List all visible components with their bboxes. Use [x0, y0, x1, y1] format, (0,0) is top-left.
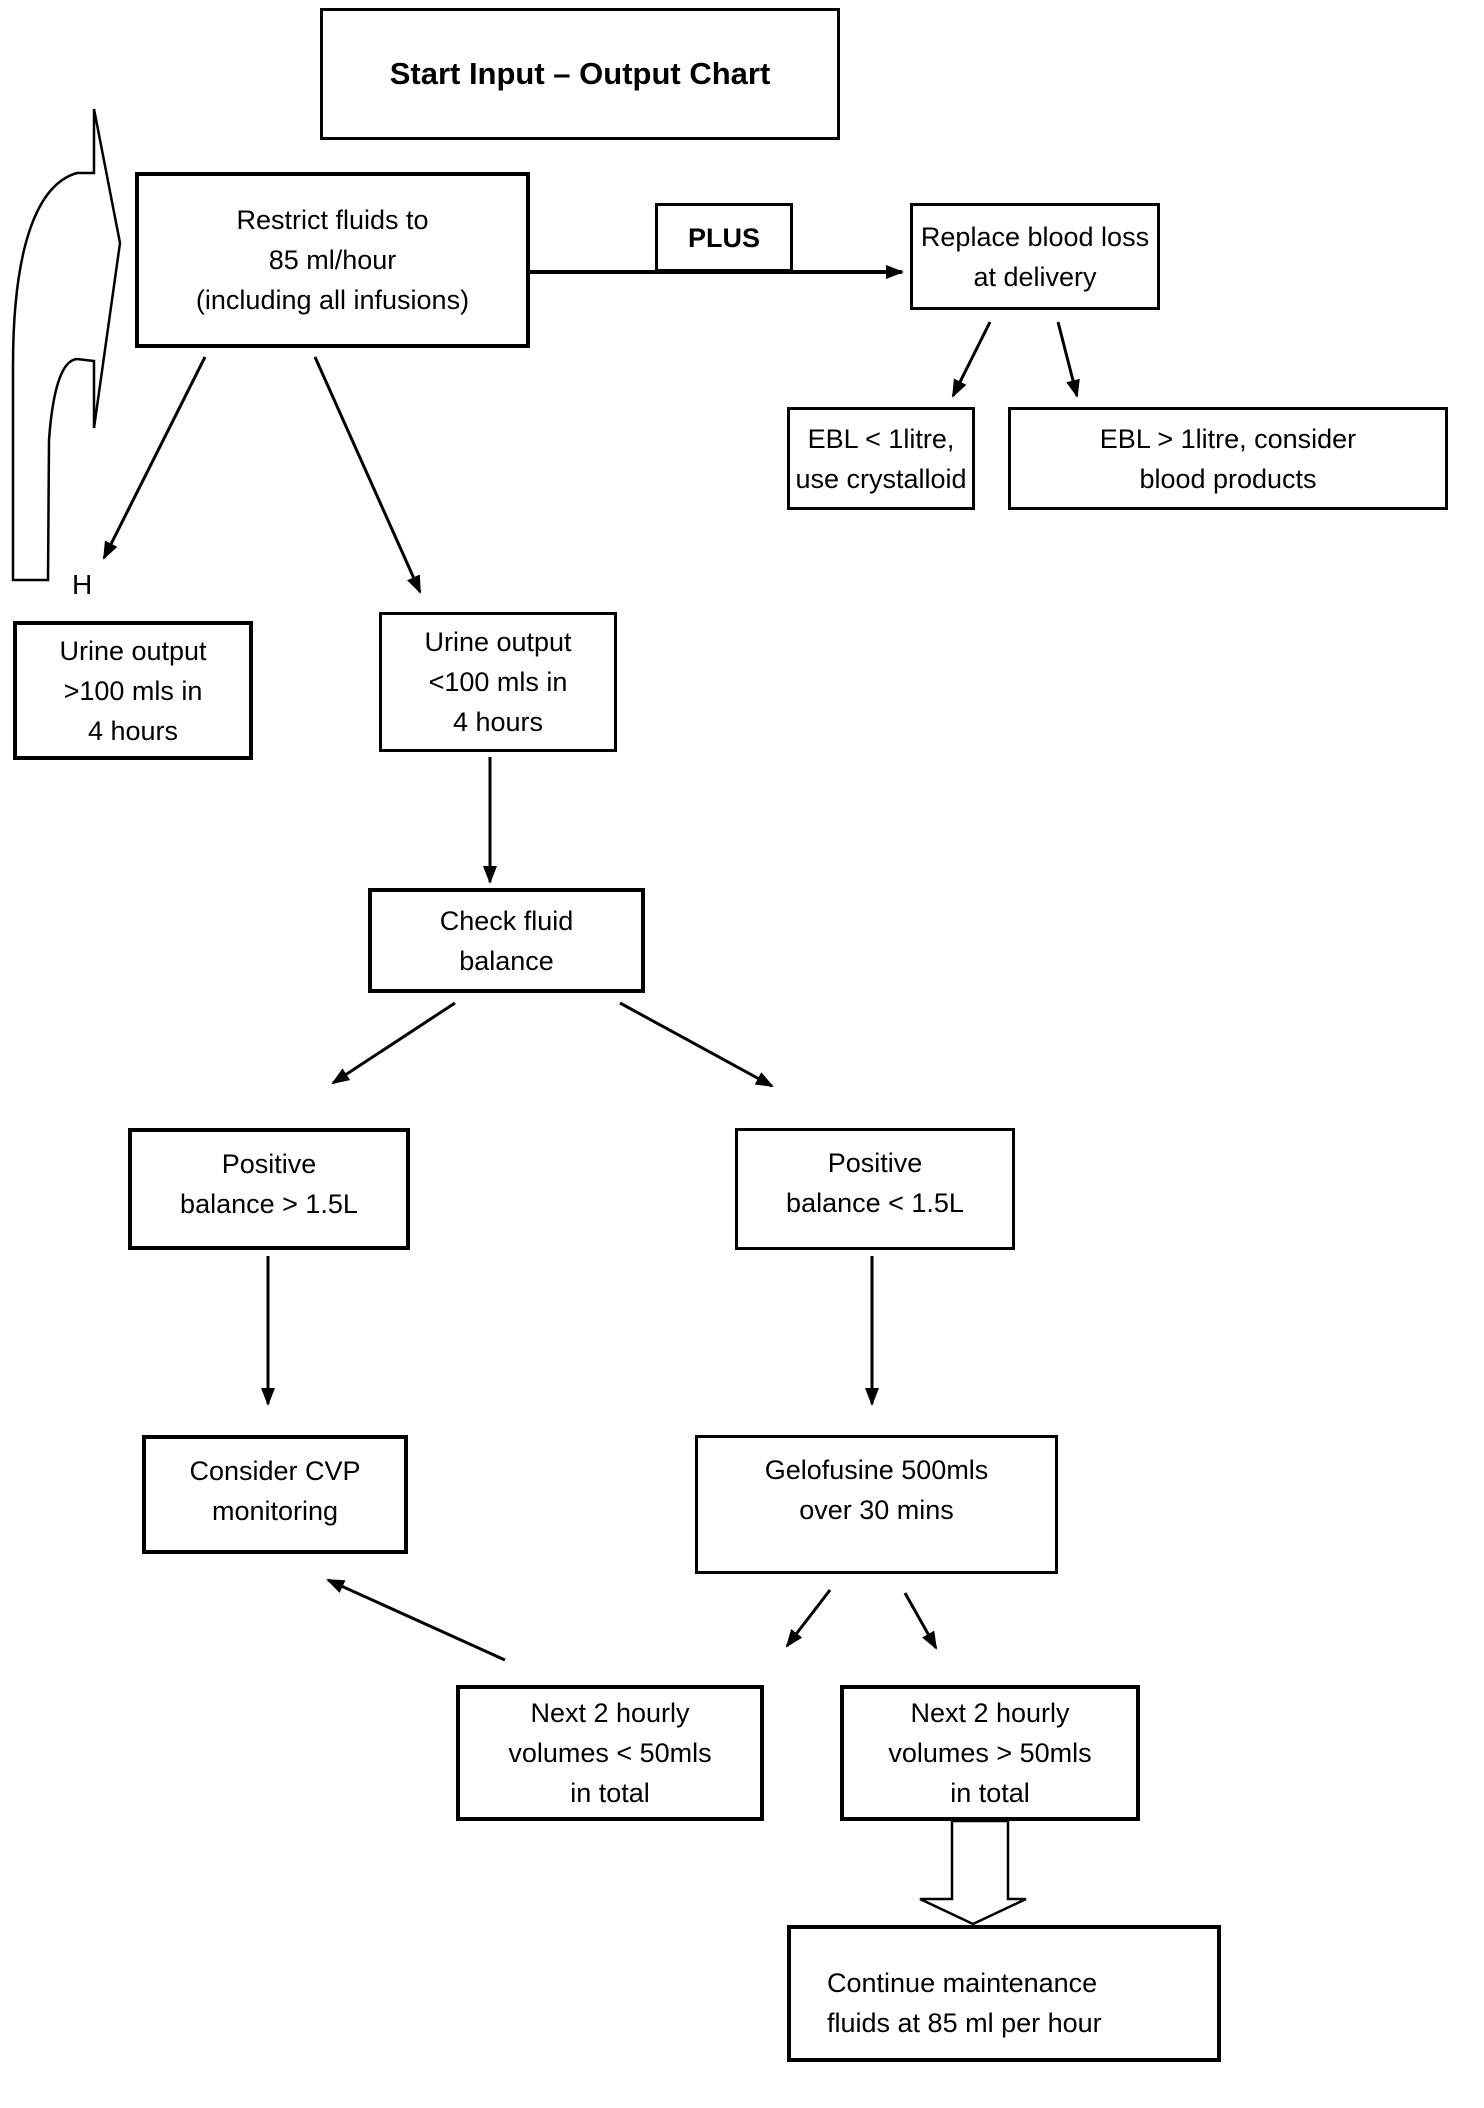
arrow-gelo-to-next-lt	[787, 1590, 830, 1646]
arrow-replace-to-ebl-low	[953, 322, 990, 396]
check-line-1: Check fluid	[439, 905, 574, 936]
urine-low-line-3: 4 hours	[452, 707, 544, 737]
arrow-restrict-to-urine-low	[315, 357, 420, 592]
positive-balance-over-1point5-box	[128, 1128, 410, 1250]
hollow-down-arrow	[920, 1821, 1026, 1924]
plus-text: PLUS	[687, 222, 760, 253]
urine-high-line-1: Urine output	[59, 635, 207, 666]
title-box	[320, 8, 840, 140]
restrict-line-3: (including all infusions)	[195, 285, 470, 315]
next-gt-line-1: Next 2 hourly	[910, 1698, 1070, 1728]
restrict-line-2: 85 ml/hour	[268, 245, 397, 275]
positive-balance-under-1point5-box	[735, 1128, 1015, 1250]
urine-low-line-1: Urine output	[424, 627, 572, 657]
urine-low-line-2: <100 mls in	[428, 667, 568, 697]
title-text: Start Input – Output Chart	[389, 56, 771, 91]
continue-line-1: Continue maintenance	[827, 1967, 1098, 1998]
pos-gt-line-2: balance > 1.5L	[180, 1189, 358, 1219]
replace-line-2: at delivery	[973, 261, 1097, 292]
pos-lt-line-1: Positive	[827, 1148, 923, 1178]
arrow-check-to-pos-gt	[333, 1003, 455, 1083]
urine-high-line-2: >100 mls in	[63, 675, 203, 706]
ebl-high-line-2: blood products	[1139, 463, 1317, 494]
restrict-fluids-box	[135, 172, 530, 348]
next-lt-line-1: Next 2 hourly	[530, 1698, 690, 1728]
continue-maintenance-box	[787, 1925, 1221, 2062]
pos-lt-line-2: balance < 1.5L	[786, 1188, 964, 1218]
arrow-gelo-to-next-gt	[905, 1593, 936, 1648]
replace-blood-loss-box	[910, 203, 1160, 310]
next-2-hourly-over-50-box	[840, 1685, 1140, 1821]
ebl-over-1litre-box	[1008, 407, 1448, 510]
arrow-next-lt-to-cvp	[328, 1580, 505, 1660]
gelofusine-box	[695, 1435, 1058, 1574]
gelo-line-1: Gelofusine 500mls	[764, 1455, 989, 1485]
consider-cvp-box	[142, 1435, 408, 1554]
urine-output-over-100-box	[13, 621, 253, 760]
check-fluid-balance-box	[368, 888, 645, 993]
next-gt-line-3: in total	[950, 1778, 1030, 1808]
continue-line-2: fluids at 85 ml per hour	[827, 2007, 1102, 2038]
start-curved-arrow	[13, 109, 120, 580]
next-lt-line-3: in total	[570, 1778, 650, 1808]
ebl-low-line-1: EBL < 1litre,	[807, 423, 955, 454]
arrow-restrict-to-urine-high	[104, 357, 205, 558]
ebl-high-line-1: EBL > 1litre, consider	[1099, 423, 1357, 454]
next-2-hourly-under-50-box	[456, 1685, 764, 1821]
urine-output-under-100-box	[379, 612, 617, 752]
cvp-line-1: Consider CVP	[189, 1456, 361, 1486]
arrow-replace-to-ebl-high	[1058, 322, 1077, 396]
h-label: H	[72, 569, 93, 600]
next-lt-line-2: volumes < 50mls	[508, 1738, 712, 1768]
restrict-line-1: Restrict fluids to	[236, 205, 429, 235]
cvp-line-2: monitoring	[211, 1496, 339, 1526]
next-gt-line-2: volumes > 50mls	[888, 1738, 1092, 1768]
arrow-check-to-pos-lt	[620, 1003, 772, 1086]
ebl-low-line-2: use crystalloid	[795, 463, 967, 494]
replace-line-1: Replace blood loss	[920, 221, 1150, 252]
urine-high-line-3: 4 hours	[87, 715, 179, 746]
gelo-line-2: over 30 mins	[799, 1495, 954, 1525]
ebl-under-1litre-box	[787, 407, 975, 510]
plus-label-box	[655, 203, 793, 272]
pos-gt-line-1: Positive	[221, 1149, 317, 1179]
check-line-2: balance	[459, 945, 554, 976]
